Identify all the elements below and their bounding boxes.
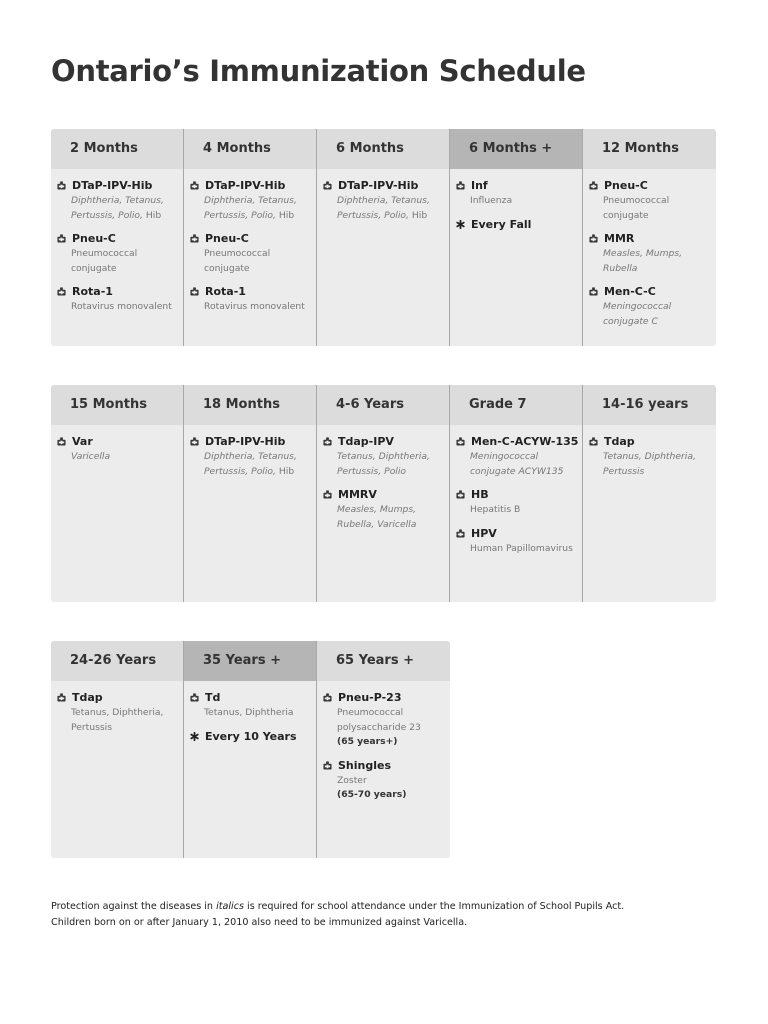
vaccine-name: Shingles (338, 758, 392, 772)
schedule-row-1 (51, 129, 716, 346)
vaccine-description: Diphtheria, Tetanus, Pertussis, Polio, (71, 195, 164, 221)
vaccine-entry (323, 179, 443, 223)
asterisk-icon (456, 220, 465, 229)
vaccine-description: Tetanus, Diphtheria, Pertussis, Polio (337, 451, 430, 477)
vaccine-name: Pneu-P-23 (338, 691, 402, 704)
vaccine-entry (589, 435, 710, 479)
vaccine-name: Pneu-C (604, 179, 648, 192)
vaccine-name: Var (72, 435, 93, 448)
vaccine-description: Hepatitis B (470, 504, 521, 515)
vaccine-description: Rotavirus monovalent (71, 301, 172, 312)
column-header: 4-6 Years (317, 385, 449, 425)
vaccine-entry (589, 179, 710, 223)
vaccine-description: Pneumococcal conjugate (603, 195, 670, 221)
vaccine-entry (190, 232, 310, 276)
vaccine-entry (57, 179, 177, 223)
vaccine-name: Tdap-IPV (338, 435, 394, 448)
syringe-icon (57, 287, 66, 296)
vaccine-description: Human Papillomavirus (470, 542, 573, 554)
vaccine-name: MMRV (338, 488, 377, 501)
vaccine-entry (323, 488, 443, 532)
vaccine-entry (190, 435, 310, 479)
vaccine-entry (57, 232, 177, 276)
age-column-35-years-plus (184, 641, 317, 858)
vaccine-entry (190, 691, 310, 721)
vaccine-entry (57, 285, 177, 315)
footnote (51, 899, 711, 931)
age-column-4-months (184, 129, 317, 346)
vaccine-name: Rota-1 (72, 285, 113, 298)
vaccine-entry (589, 285, 710, 329)
age-column-2-months (51, 129, 184, 346)
age-column-4-6-years (317, 385, 450, 602)
vaccine-description: Diphtheria, Tetanus, Pertussis, Polio, (204, 195, 297, 221)
vaccine-description-plain: Hib (408, 209, 428, 221)
syringe-icon (57, 234, 66, 243)
syringe-icon (190, 234, 199, 243)
vaccine-name: Tdap (604, 435, 635, 448)
column-header: 65 Years + (317, 641, 450, 681)
vaccine-description: Meningococcal conjugate ACYW135 (470, 451, 564, 477)
vaccine-description: Measles, Mumps, Rubella, Varicella (337, 504, 417, 530)
vaccine-description: Diphtheria, Tetanus, Pertussis, Polio, (337, 195, 430, 221)
age-range: (65 years+) (337, 736, 398, 747)
vaccine-name: Td (205, 691, 221, 704)
column-header: Grade 7 (450, 385, 582, 425)
column-header: 14-16 years (583, 385, 716, 425)
page-title: Ontario’s Immunization Schedule (51, 54, 586, 88)
syringe-icon (589, 287, 598, 296)
syringe-icon (190, 437, 199, 446)
vaccine-name: Men-C-ACYW-135 (471, 435, 579, 448)
column-header: 15 Months (51, 385, 183, 425)
footnote-line-1: Protection against the diseases in italics is required for school attendance under the Immunization of School Pupils Act. (51, 901, 625, 912)
age-range: (65-70 years) (337, 789, 407, 800)
vaccine-name: Rota-1 (205, 285, 246, 298)
column-header: 6 Months (317, 129, 449, 169)
age-column-18-months (184, 385, 317, 602)
age-column-15-months (51, 385, 184, 602)
syringe-icon (323, 761, 332, 770)
age-column-65-years-plus (317, 641, 450, 858)
vaccine-name: Tdap (72, 691, 103, 704)
syringe-icon (589, 437, 598, 446)
syringe-icon (57, 693, 66, 702)
vaccine-name: Pneu-C (205, 232, 249, 245)
vaccine-description-plain: Hib (275, 209, 295, 221)
syringe-icon (190, 181, 199, 190)
syringe-icon (589, 234, 598, 243)
frequency-note (456, 218, 576, 231)
frequency-note (190, 730, 310, 743)
syringe-icon (589, 181, 598, 190)
vaccine-name: Inf (471, 179, 488, 192)
vaccine-description: Meningococcal conjugate C (603, 301, 672, 327)
vaccine-description-plain: Hib (275, 465, 295, 477)
vaccine-name: HPV (471, 526, 497, 540)
syringe-icon (190, 693, 199, 702)
age-column-grade-7 (450, 385, 583, 602)
vaccine-entry (323, 691, 444, 750)
age-column-12-months (583, 129, 716, 346)
syringe-icon (323, 490, 332, 499)
vaccine-description: Rotavirus monovalent (204, 301, 305, 312)
column-header: 18 Months (184, 385, 316, 425)
vaccine-name: DTaP-IPV-Hib (205, 179, 286, 192)
syringe-icon (456, 529, 465, 538)
column-header: 6 Months + (450, 129, 582, 169)
syringe-icon (323, 437, 332, 446)
vaccine-entry (323, 759, 444, 803)
vaccine-description: Tetanus, Diphtheria (204, 707, 294, 718)
vaccine-description: Tetanus, Diphtheria, Pertussis (603, 451, 696, 477)
syringe-icon (456, 181, 465, 190)
vaccine-entry (589, 232, 710, 276)
column-header: 4 Months (184, 129, 316, 169)
vaccine-description: Tetanus, Diphtheria, Pertussis (71, 707, 164, 733)
syringe-icon (190, 287, 199, 296)
vaccine-description: Varicella (71, 451, 111, 462)
age-column-14-16-years (583, 385, 716, 602)
vaccine-name: HB (471, 488, 489, 501)
vaccine-name: DTaP-IPV-Hib (338, 179, 419, 192)
note-text: Every Fall (471, 217, 532, 231)
vaccine-entry (456, 488, 576, 518)
age-column-24-26-years (51, 641, 184, 858)
column-header: 12 Months (583, 129, 716, 169)
age-column-6-months-plus (450, 129, 583, 346)
vaccine-description: Diphtheria, Tetanus, Pertussis, Polio, (204, 451, 297, 477)
note-text: Every 10 Years (205, 729, 297, 743)
vaccine-description: Zoster (337, 774, 367, 786)
syringe-icon (456, 490, 465, 499)
footnote-line-2: Children born on or after January 1, 2010 also need to be immunized against Varicella. (51, 917, 468, 928)
vaccine-name: Men-C-C (604, 285, 656, 298)
vaccine-description: Pneumococcal conjugate (204, 248, 271, 274)
asterisk-icon (190, 732, 199, 741)
vaccine-name: DTaP-IPV-Hib (72, 179, 153, 192)
vaccine-entry (456, 527, 576, 557)
vaccine-description-plain: Hib (142, 209, 162, 221)
syringe-icon (323, 181, 332, 190)
vaccine-entry (190, 285, 310, 315)
syringe-icon (57, 181, 66, 190)
schedule-row-3 (51, 641, 450, 858)
schedule-row-2 (51, 385, 716, 602)
vaccine-entry (57, 435, 177, 465)
syringe-icon (456, 437, 465, 446)
vaccine-entry (57, 691, 177, 735)
vaccine-description: Influenza (470, 195, 513, 206)
column-header: 24-26 Years (51, 641, 183, 681)
vaccine-entry (190, 179, 310, 223)
vaccine-entry (456, 435, 579, 479)
vaccine-entry (456, 179, 576, 209)
column-header: 2 Months (51, 129, 183, 169)
vaccine-description: Measles, Mumps, Rubella (603, 248, 683, 274)
vaccine-name: Pneu-C (72, 232, 116, 245)
syringe-icon (57, 437, 66, 446)
vaccine-entry (323, 435, 443, 479)
vaccine-description: Pneumococcal conjugate (71, 248, 138, 274)
age-column-6-months (317, 129, 450, 346)
vaccine-name: MMR (604, 232, 635, 245)
syringe-icon (323, 693, 332, 702)
vaccine-description: Pneumococcal polysaccharide 23 (337, 707, 421, 733)
vaccine-name: DTaP-IPV-Hib (205, 435, 286, 448)
column-header: 35 Years + (184, 641, 316, 681)
